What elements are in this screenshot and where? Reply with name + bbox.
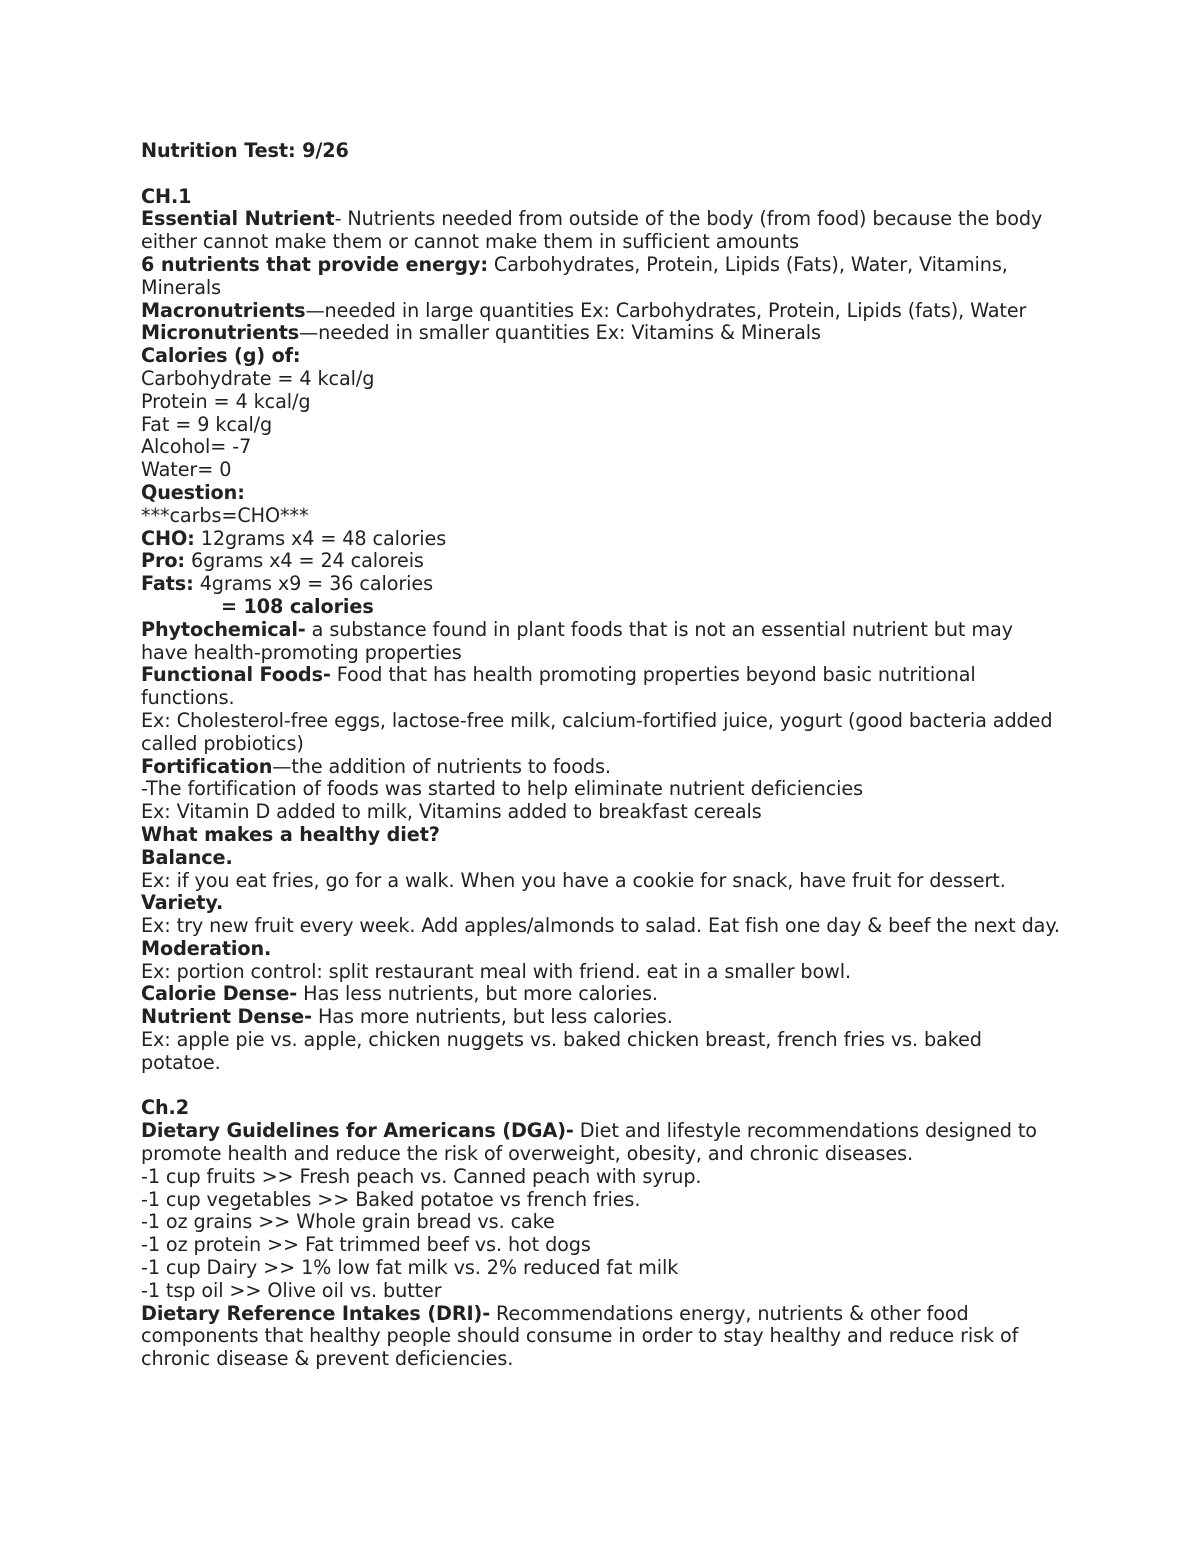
term: Micronutrients xyxy=(141,321,300,345)
fortification-note: -The fortification of foods was started to help eliminate nutrient deficiencies xyxy=(141,777,863,801)
dga-definition xyxy=(141,1120,1061,1166)
dga-item: -1 tsp oil >> Olive oil vs. butter xyxy=(141,1278,442,1302)
definition: Food that has health promoting properties beyond basic nutritional functions. xyxy=(141,663,982,710)
document-body xyxy=(141,140,1061,1371)
definition: a substance found in plant foods that is not an essential nutrient but may have health-promoting properties xyxy=(141,617,1019,664)
calorie-line: Fat = 9 kcal/g xyxy=(141,412,273,436)
definition: - Nutrients needed from outside of the body (from food) because the body either cannot make them or cannot make them in sufficient amounts xyxy=(141,207,1049,254)
macronutrients-definition xyxy=(141,300,1061,323)
term: Nutrient Dense- xyxy=(141,1005,312,1029)
essential-nutrient-definition xyxy=(141,208,1061,254)
cho-calculation xyxy=(141,528,1061,551)
functional-foods-definition xyxy=(141,664,1061,710)
question-heading: Question: xyxy=(141,480,245,504)
term: Dietary Reference Intakes (DRI)- xyxy=(141,1301,491,1325)
calorie-total: = 108 calories xyxy=(221,594,374,618)
chapter-1-heading: CH.1 xyxy=(141,184,192,208)
balance-heading: Balance. xyxy=(141,845,233,869)
document-title: Nutrition Test: 9/26 xyxy=(141,139,349,162)
definition: Diet and lifestyle recommendations designed to promote health and reduce the risk of overweight, obesity, and chronic diseases. xyxy=(141,1119,1043,1166)
dense-example: Ex: apple pie vs. apple, chicken nuggets vs. baked chicken breast, french fries vs. baked potatoe. xyxy=(141,1028,988,1074)
micronutrients-definition xyxy=(141,322,1061,345)
dri-definition xyxy=(141,1303,1061,1371)
carbs-note: ***carbs=CHO*** xyxy=(141,503,309,527)
functional-foods-example: Ex: Cholesterol-free eggs, lactose-free milk, calcium-fortified juice, yogurt (good bacteria added called probiotics) xyxy=(141,708,1059,755)
term: Functional Foods- xyxy=(141,663,331,687)
phytochemical-definition xyxy=(141,619,1061,665)
fats-calculation xyxy=(141,573,1061,596)
calculation: 4grams x9 = 36 calories xyxy=(193,572,433,596)
calorie-dense-definition xyxy=(141,983,1061,1006)
calorie-line: Alcohol= -7 xyxy=(141,435,252,459)
definition: Has more nutrients, but less calories. xyxy=(311,1005,673,1029)
moderation-heading: Moderation. xyxy=(141,936,272,960)
calorie-line: Water= 0 xyxy=(141,458,232,482)
definition: Recommendations energy, nutrients & other food components that healthy people should consume in order to stay healthy and reduce risk of chronic disease & prevent deficiencies. xyxy=(141,1301,1025,1371)
chapter-2-heading: Ch.2 xyxy=(141,1096,189,1120)
calculation: 12grams x4 = 48 calories xyxy=(194,526,447,550)
spacer xyxy=(141,1075,1061,1098)
nutrient-dense-definition xyxy=(141,1006,1061,1029)
definition: —needed in smaller quantities Ex: Vitamins & Minerals xyxy=(299,321,821,345)
calories-heading: Calories (g) of: xyxy=(141,344,301,368)
term: Macronutrients xyxy=(141,298,306,322)
calculation: 6grams x4 = 24 caloreis xyxy=(184,549,424,573)
term: Essential Nutrient xyxy=(141,207,335,231)
fortification-example: Ex: Vitamin D added to milk, Vitamins added to breakfast cereals xyxy=(141,800,762,824)
pro-calculation xyxy=(141,550,1061,573)
six-nutrients-definition xyxy=(141,254,1061,300)
term: CHO: xyxy=(141,526,195,550)
definition: —the addition of nutrients to foods. xyxy=(272,754,611,778)
healthy-diet-heading: What makes a healthy diet? xyxy=(141,822,440,846)
variety-heading: Variety. xyxy=(141,891,224,915)
definition: Has less nutrients, but more calories. xyxy=(297,982,658,1006)
term: 6 nutrients that provide energy: xyxy=(141,252,488,276)
term: Fats: xyxy=(141,572,194,596)
term: Pro: xyxy=(141,549,185,573)
calorie-line: Carbohydrate = 4 kcal/g xyxy=(141,366,375,390)
dga-item: -1 cup fruits >> Fresh peach vs. Canned peach with syrup. xyxy=(141,1164,702,1188)
term: Dietary Guidelines for Americans (DGA)- xyxy=(141,1119,574,1143)
moderation-example: Ex: portion control: split restaurant meal with friend. eat in a smaller bowl. xyxy=(141,959,851,983)
dga-item: -1 oz protein >> Fat trimmed beef vs. hot dogs xyxy=(141,1233,591,1257)
term: Fortification xyxy=(141,754,273,778)
balance-example: Ex: if you eat fries, go for a walk. When you have a cookie for snack, have fruit for dessert. xyxy=(141,868,1006,892)
fortification-definition xyxy=(141,756,1061,779)
definition: Carbohydrates, Protein, Lipids (Fats), Water, Vitamins, Minerals xyxy=(141,252,1014,299)
dga-item: -1 oz grains >> Whole grain bread vs. cake xyxy=(141,1210,555,1234)
term: Calorie Dense- xyxy=(141,982,298,1006)
definition: —needed in large quantities Ex: Carbohydrates, Protein, Lipids (fats), Water xyxy=(305,298,1027,322)
spacer xyxy=(141,163,1061,186)
calorie-line: Protein = 4 kcal/g xyxy=(141,389,311,413)
variety-example: Ex: try new fruit every week. Add apples/almonds to salad. Eat fish one day & beef the next day. xyxy=(141,914,1060,938)
dga-item: -1 cup Dairy >> 1% low fat milk vs. 2% reduced fat milk xyxy=(141,1256,679,1280)
dga-item: -1 cup vegetables >> Baked potatoe vs french fries. xyxy=(141,1187,641,1211)
term: Phytochemical- xyxy=(141,617,306,641)
